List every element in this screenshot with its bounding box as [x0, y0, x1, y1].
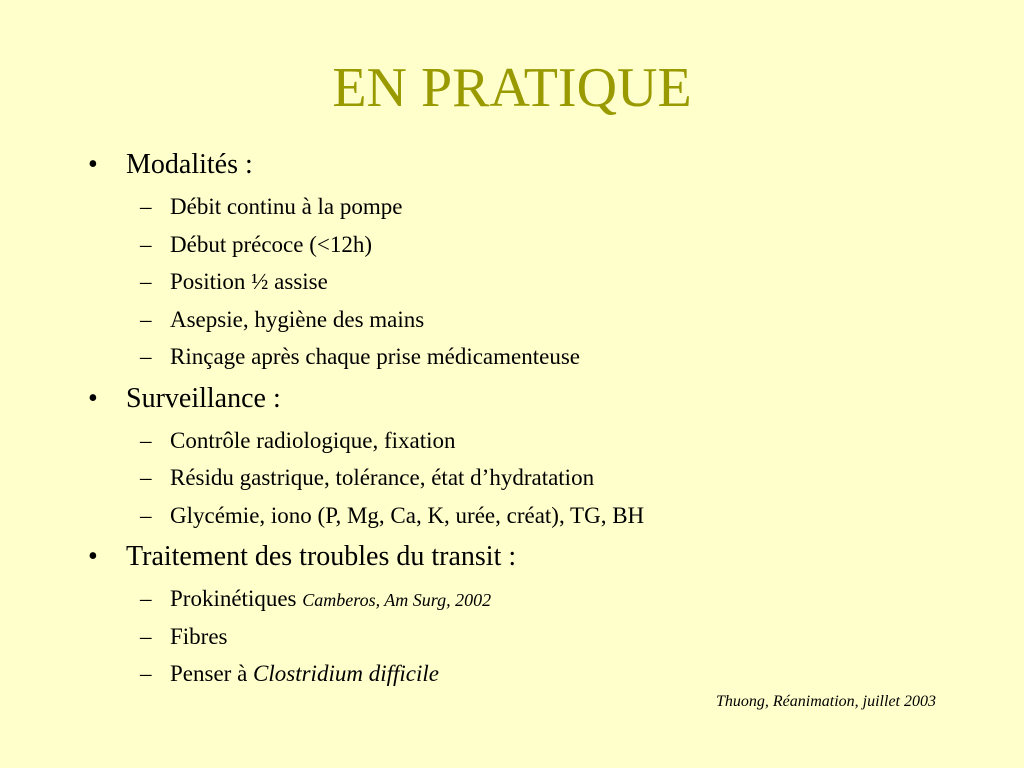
dash-icon: – — [140, 586, 152, 611]
sub-bullet — [88, 263, 968, 301]
sub-bullet — [88, 188, 968, 226]
dash-icon: – — [140, 465, 152, 490]
dash-icon: – — [140, 502, 152, 528]
sub-bullet-text: Résidu gastrique, tolérance, état d’hydratation — [170, 465, 595, 490]
inline-reference: Camberos, Am Surg, 2002 — [302, 590, 492, 610]
bullet-icon: • — [88, 149, 98, 180]
slide-title: EN PRATIQUE — [332, 57, 692, 119]
sub-bullet-text: Penser à — [170, 661, 254, 686]
sub-bullet-text: Fibres — [170, 623, 228, 649]
italic-term: Clostridium difficile — [253, 661, 439, 686]
bullet-heading: Surveillance : — [126, 382, 281, 414]
sub-bullet-text: Position ½ assise — [170, 269, 328, 294]
dash-icon: – — [140, 344, 152, 369]
dash-icon: – — [140, 231, 152, 257]
bullet-modalites — [88, 142, 968, 188]
sub-bullet-text: Contrôle radiologique, fixation — [170, 427, 456, 453]
bullet-heading: Modalités : — [126, 149, 253, 180]
sub-bullet-text: Début précoce (<12h) — [170, 231, 372, 257]
sub-bullet — [88, 655, 968, 693]
dash-icon: – — [140, 661, 152, 686]
sub-bullet-text: Glycémie, iono (P, Mg, Ca, K, urée, créat), TG, BH — [170, 502, 645, 528]
dash-icon: – — [140, 194, 152, 219]
slide-content — [88, 142, 968, 693]
dash-icon: – — [140, 306, 152, 332]
dash-icon: – — [140, 427, 152, 453]
sub-bullet — [88, 580, 968, 618]
bullet-icon: • — [88, 382, 98, 414]
bullet-heading: Traitement des troubles du transit : — [126, 541, 517, 572]
sub-bullet — [88, 459, 968, 497]
dash-icon: – — [140, 269, 152, 294]
sub-bullet-text: Asepsie, hygiène des mains — [170, 306, 425, 332]
bullet-surveillance — [88, 376, 968, 422]
sub-bullet — [88, 301, 968, 339]
sub-bullet-text: Débit continu à la pompe — [170, 194, 403, 219]
sub-bullet — [88, 497, 968, 535]
sub-bullet — [88, 226, 968, 264]
sub-bullet — [88, 618, 968, 656]
bullet-traitement — [88, 534, 968, 580]
sub-bullet — [88, 338, 968, 376]
sub-bullet — [88, 422, 968, 460]
citation: Thuong, Réanimation, juillet 2003 — [716, 693, 936, 710]
bullet-icon: • — [88, 541, 98, 572]
sub-bullet-text: Rinçage après chaque prise médicamenteuse — [170, 344, 580, 369]
dash-icon: – — [140, 623, 152, 649]
sub-bullet-text: Prokinétiques — [170, 586, 303, 611]
